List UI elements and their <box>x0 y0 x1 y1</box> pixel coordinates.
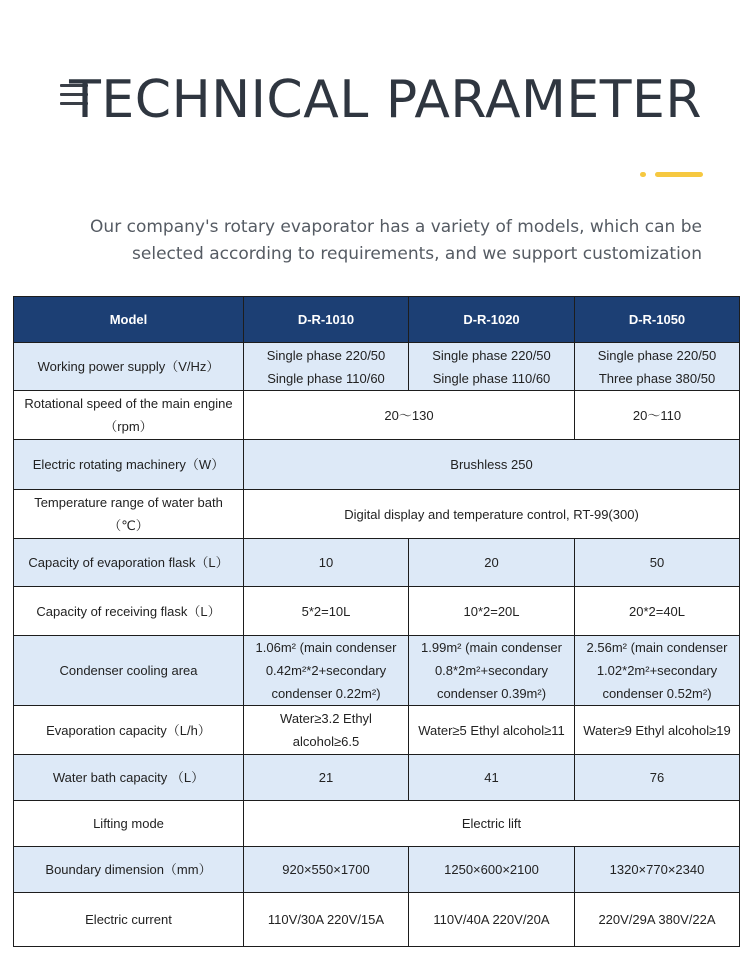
intro-text: Our company's rotary evaporator has a variety of models, which can be selected according to requirements, and we support customization <box>90 217 702 264</box>
row-label: Boundary dimension（mm） <box>14 847 244 893</box>
table-row-electric-current <box>14 893 740 947</box>
row-label: Capacity of receiving flask（L） <box>14 587 244 636</box>
row-label: Capacity of evaporation flask（L） <box>14 539 244 587</box>
accent-dot <box>640 172 646 177</box>
table-row-water-bath-capacity <box>14 755 740 801</box>
table-row-receiving-flask <box>14 587 740 636</box>
column-header-model: Model <box>14 297 244 343</box>
row-label: Electric current <box>14 893 244 947</box>
table-row-evaporation-flask <box>14 539 740 587</box>
table-cell: 5*2=10L <box>244 587 409 636</box>
table-cell: Single phase 220/50 Single phase 110/60 <box>409 343 575 391</box>
table-cell: 20*2=40L <box>575 587 740 636</box>
accent-bar <box>655 172 703 177</box>
table-cell: 20～110 <box>575 391 740 440</box>
table-cell: 20 <box>409 539 575 587</box>
table-cell: Brushless 250 <box>244 440 740 490</box>
row-label: Working power supply（V/Hz） <box>14 343 244 391</box>
table-cell: 1.99m² (main condenser 0.8*2m²+secondary condenser 0.39m²) <box>409 636 575 706</box>
table-cell: 50 <box>575 539 740 587</box>
page-title: TECHNICAL PARAMETER <box>69 70 702 130</box>
table-cell: 220V/29A 380V/22A <box>575 893 740 947</box>
row-label: Water bath capacity （L） <box>14 755 244 801</box>
table-cell: Water≥9 Ethyl alcohol≥19 <box>575 706 740 755</box>
table-cell: 2.56m² (main condenser 1.02*2m²+secondary condenser 0.52m²) <box>575 636 740 706</box>
table-cell: 21 <box>244 755 409 801</box>
table-cell: Single phase 220/50 Single phase 110/60 <box>244 343 409 391</box>
technical-parameter-table <box>13 296 740 947</box>
row-label: Condenser cooling area <box>14 636 244 706</box>
row-label: Electric rotating machinery（W） <box>14 440 244 490</box>
table-row-lifting-mode <box>14 801 740 847</box>
row-label: Evaporation capacity（L/h） <box>14 706 244 755</box>
table-cell: Water≥5 Ethyl alcohol≥11 <box>409 706 575 755</box>
column-header-d-r-1010: D-R-1010 <box>244 297 409 343</box>
table-cell: Single phase 220/50 Three phase 380/50 <box>575 343 740 391</box>
table-row-temperature-range <box>14 490 740 539</box>
column-header-d-r-1020: D-R-1020 <box>409 297 575 343</box>
table-cell: 1320×770×2340 <box>575 847 740 893</box>
table-row-power-supply <box>14 343 740 391</box>
table-cell: Digital display and temperature control, RT-99(300) <box>244 490 740 539</box>
table-cell: 1250×600×2100 <box>409 847 575 893</box>
table-row-rotational-speed <box>14 391 740 440</box>
table-cell: 920×550×1700 <box>244 847 409 893</box>
table-cell: Electric lift <box>244 801 740 847</box>
row-label: Lifting mode <box>14 801 244 847</box>
table-row-boundary-dimension <box>14 847 740 893</box>
table-cell: 10*2=20L <box>409 587 575 636</box>
table-header-row <box>14 297 740 343</box>
row-label: Rotational speed of the main engine（rpm） <box>14 391 244 440</box>
row-label: Temperature range of water bath（℃） <box>14 490 244 539</box>
table-cell: 41 <box>409 755 575 801</box>
table-row-condenser-area <box>14 636 740 706</box>
table-cell: Water≥3.2 Ethyl alcohol≥6.5 <box>244 706 409 755</box>
table-cell: 110V/30A 220V/15A <box>244 893 409 947</box>
table-cell: 20～130 <box>244 391 575 440</box>
column-header-d-r-1050: D-R-1050 <box>575 297 740 343</box>
table-cell: 1.06m² (main condenser 0.42m²*2+secondary condenser 0.22m²) <box>244 636 409 706</box>
table-cell: 10 <box>244 539 409 587</box>
table-cell: 110V/40A 220V/20A <box>409 893 575 947</box>
table-cell: 76 <box>575 755 740 801</box>
table-row-electric-machinery <box>14 440 740 490</box>
table-row-evaporation-capacity <box>14 706 740 755</box>
